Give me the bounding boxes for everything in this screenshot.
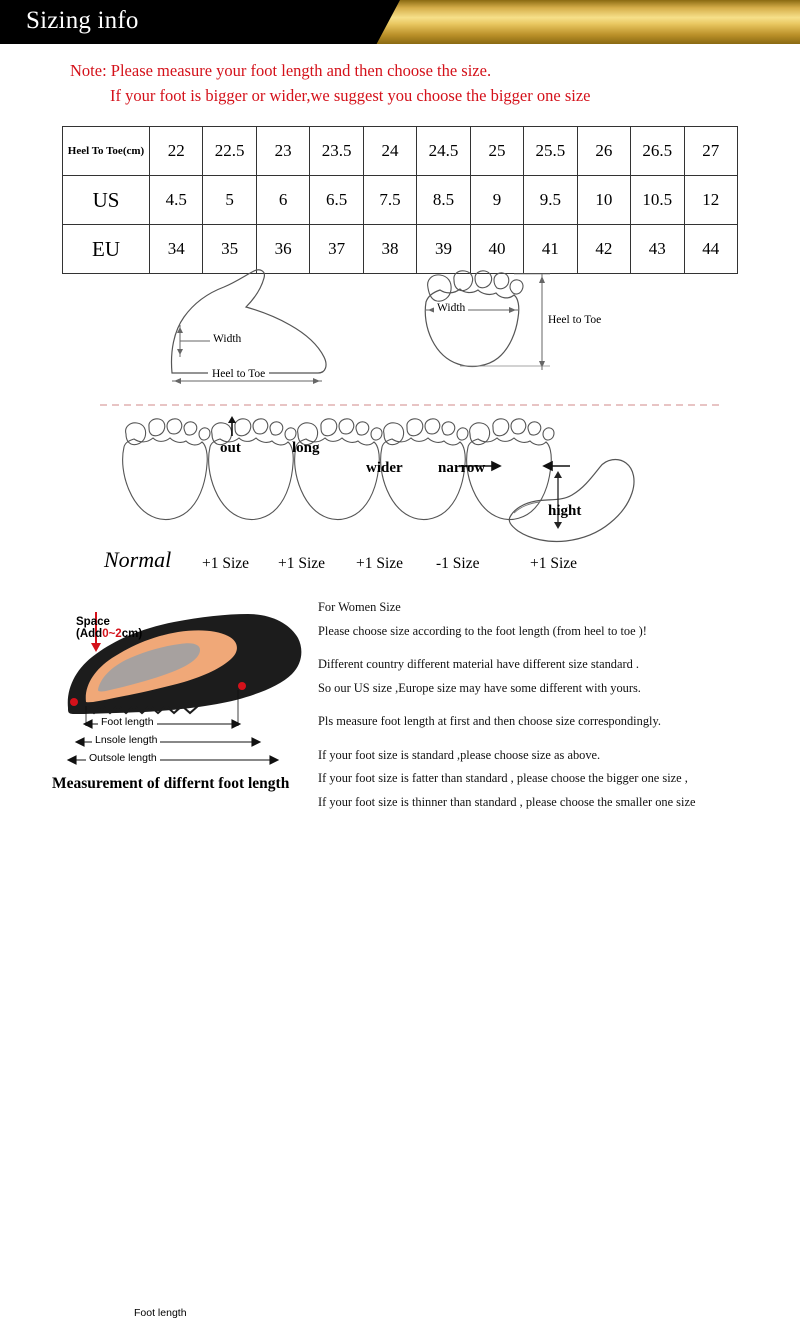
cell: 7.5 [363, 176, 416, 225]
foot-word-narrow: narrow [438, 460, 486, 476]
description-block [318, 596, 788, 814]
cell: 5 [203, 176, 256, 225]
foot-length-dimension-label: Foot length [98, 716, 157, 728]
cell: 24 [363, 127, 416, 176]
foot-size-label-4: +1 Size [356, 555, 404, 572]
cell: 42 [577, 225, 630, 274]
spacer [318, 643, 788, 653]
foot-size-label-6: +1 Size [530, 555, 578, 572]
page-title: Sizing info [26, 7, 139, 34]
cell: 26.5 [631, 127, 684, 176]
cell: 44 [684, 225, 737, 274]
cell: 6.5 [310, 176, 363, 225]
cell: 41 [524, 225, 577, 274]
spacer [318, 734, 788, 744]
cell: 6 [256, 176, 309, 225]
space-label-suffix: cm) [121, 628, 143, 640]
cell: 10.5 [631, 176, 684, 225]
desc-line-4: Pls measure foot length at first and then choose size correspondingly. [318, 714, 661, 728]
cell: 8.5 [417, 176, 470, 225]
desc-line-2: Different country different material have different size standard . [318, 657, 639, 671]
foot-size-label-normal: Normal [104, 547, 172, 572]
desc-line-1: Please choose size according to the foot length (from heel to toe )! [318, 623, 647, 638]
row-header-eu: EU [63, 225, 150, 274]
cell: 27 [684, 127, 737, 176]
outsole-length-dimension-label: Outsole length [86, 752, 160, 764]
foot-size-label-2: +1 Size [202, 555, 250, 572]
desc-line-5: If your foot size is standard ,please choose size as above. [318, 747, 601, 762]
foot-size-label-3: +1 Size [278, 555, 326, 572]
cell: 12 [684, 176, 737, 225]
cell: 39 [417, 225, 470, 274]
note-text [70, 58, 770, 108]
note-line-1: Note: Please measure your foot length and then choose the size. [70, 61, 492, 80]
top-heel-to-toe-label: Heel to Toe [548, 314, 602, 326]
measurement-caption: Measurement of differnt foot length [52, 775, 290, 792]
cell: 10 [577, 176, 630, 225]
desc-line-7: If your foot size is thinner than standard , please choose the smaller one size [318, 794, 696, 809]
row-header-us: US [63, 176, 150, 225]
cell: 4.5 [150, 176, 203, 225]
banner-gold-accent [377, 0, 800, 44]
foot-word-out: out [220, 440, 241, 456]
cell: 43 [631, 225, 684, 274]
cell: 40 [470, 225, 523, 274]
row-header-heel-to-toe: Heel To Toe(cm) [63, 127, 150, 176]
foot-word-long: long [292, 440, 320, 456]
desc-title: For Women Size [318, 600, 401, 614]
side-heel-to-toe-label: Heel to Toe [208, 368, 269, 380]
desc-line-6: If your foot size is fatter than standard , please choose the bigger one size , [318, 771, 688, 785]
insole-length-dimension-label: Lnsole length [92, 734, 160, 746]
cell: 38 [363, 225, 416, 274]
cell: 35 [203, 225, 256, 274]
note-line-2: If your foot is bigger or wider,we suggest you choose the bigger one size [110, 86, 591, 105]
space-label-value: 0~2 [102, 628, 122, 640]
cell: 9.5 [524, 176, 577, 225]
cell: 24.5 [417, 127, 470, 176]
table-row [63, 127, 738, 176]
ankle-height-diagram [500, 455, 690, 565]
cell: 23.5 [310, 127, 363, 176]
top-width-label: Width [434, 302, 468, 314]
space-label-line1: Space [76, 616, 110, 628]
table-row [63, 176, 738, 225]
cell: 9 [470, 176, 523, 225]
cell: 37 [310, 225, 363, 274]
side-width-label: Width [213, 333, 242, 345]
foot-size-label-5: -1 Size [436, 555, 480, 572]
space-label [76, 616, 142, 640]
space-label-prefix: (Add [76, 628, 103, 640]
spacer [318, 700, 788, 710]
desc-line-3: So our US size ,Europe size may have some different with yours. [318, 680, 641, 695]
cell: 22.5 [203, 127, 256, 176]
cell: 25 [470, 127, 523, 176]
cell: 36 [256, 225, 309, 274]
cell: 22 [150, 127, 203, 176]
cell: 34 [150, 225, 203, 274]
foot-length-label: Foot length [134, 1307, 187, 1319]
foot-word-hight: hight [548, 503, 582, 519]
cell: 26 [577, 127, 630, 176]
cell: 25.5 [524, 127, 577, 176]
size-chart-table [62, 126, 738, 274]
foot-word-wider: wider [366, 460, 403, 476]
cell: 23 [256, 127, 309, 176]
header-banner [0, 0, 800, 44]
top-foot-diagram [410, 262, 610, 392]
side-foot-diagram [150, 265, 370, 390]
